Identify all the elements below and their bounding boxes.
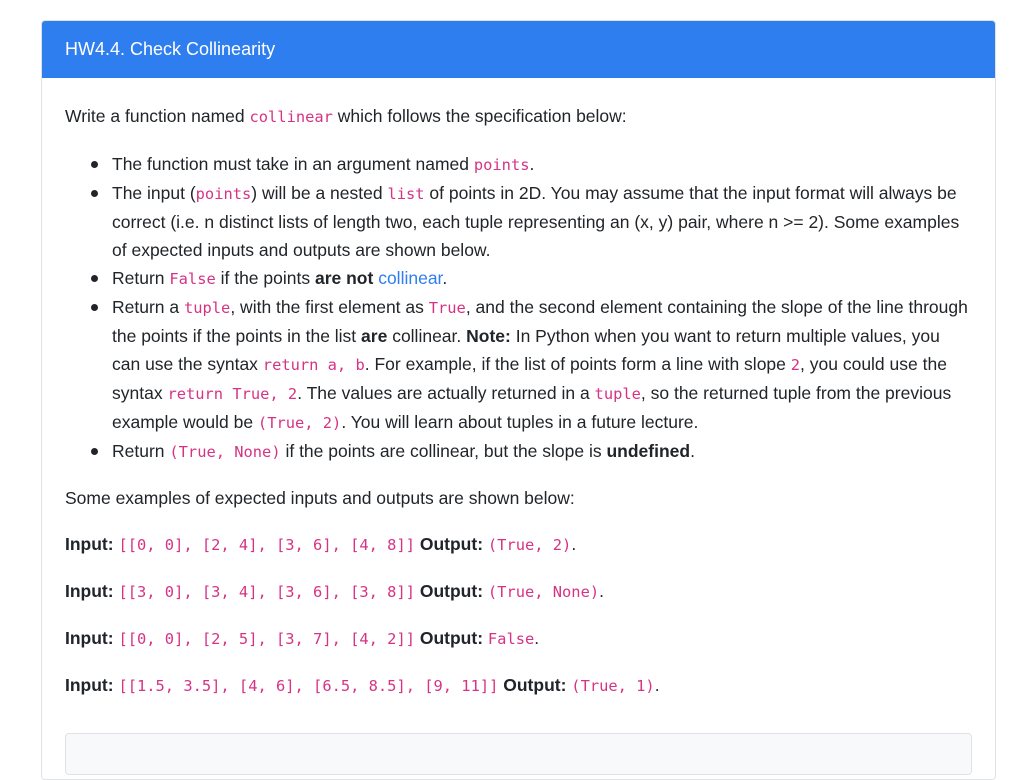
examples-heading: Some examples of expected inputs and outputs are shown below: <box>65 488 575 508</box>
example-2: Input: [[3, 0], [3, 4], [3, 6], [3, 8]] Output: (True, None). <box>65 581 604 601</box>
spec-item-return-tuple: Return a tuple, with the first element as True, and the second element containing the slope of the line through the points if the points in the list are collinear. Note: In Python when you want to return multiple values, you can use the syntax return a, b. For example, if the list of points form a line with slope 2, you could use the syntax return True, 2. The values are actually returned in a tuple, so the returned tuple from the previous example would be (True, 2). You will learn about tuples in a future lecture. <box>112 293 972 437</box>
spec-item-input: The input (points) will be a nested list of points in 2D. You may assume that the input format will always be correct (i.e. n distinct lists of length two, each tuple representing an (x, y) pair, where n >= 2). Some examples of expected inputs and outputs are shown below. <box>112 179 972 264</box>
answer-panel-edge <box>65 733 972 775</box>
example-4: Input: [[1.5, 3.5], [4, 6], [6.5, 8.5], [9, 11]] Output: (True, 1). <box>65 675 660 695</box>
spec-item-undefined-slope: Return (True, None) if the points are collinear, but the slope is undefined. <box>112 437 972 466</box>
question-title: HW4.4. Check Collinearity <box>42 21 995 78</box>
question-card <box>41 20 996 780</box>
example-3: Input: [[0, 0], [2, 5], [3, 7], [4, 2]] Output: False. <box>65 628 540 648</box>
spec-item-argument: The function must take in an argument named points. <box>112 150 972 179</box>
example-1: Input: [[0, 0], [2, 4], [3, 6], [4, 8]] Output: (True, 2). <box>65 534 577 554</box>
intro-paragraph: Write a function named collinear which follows the specification below: <box>65 106 627 126</box>
function-name-code: collinear <box>249 108 333 126</box>
spec-item-return-false: Return False if the points are not collinear. <box>112 264 972 293</box>
question-body <box>42 78 995 700</box>
specification-list <box>65 150 972 466</box>
collinear-link[interactable]: collinear <box>378 268 443 288</box>
